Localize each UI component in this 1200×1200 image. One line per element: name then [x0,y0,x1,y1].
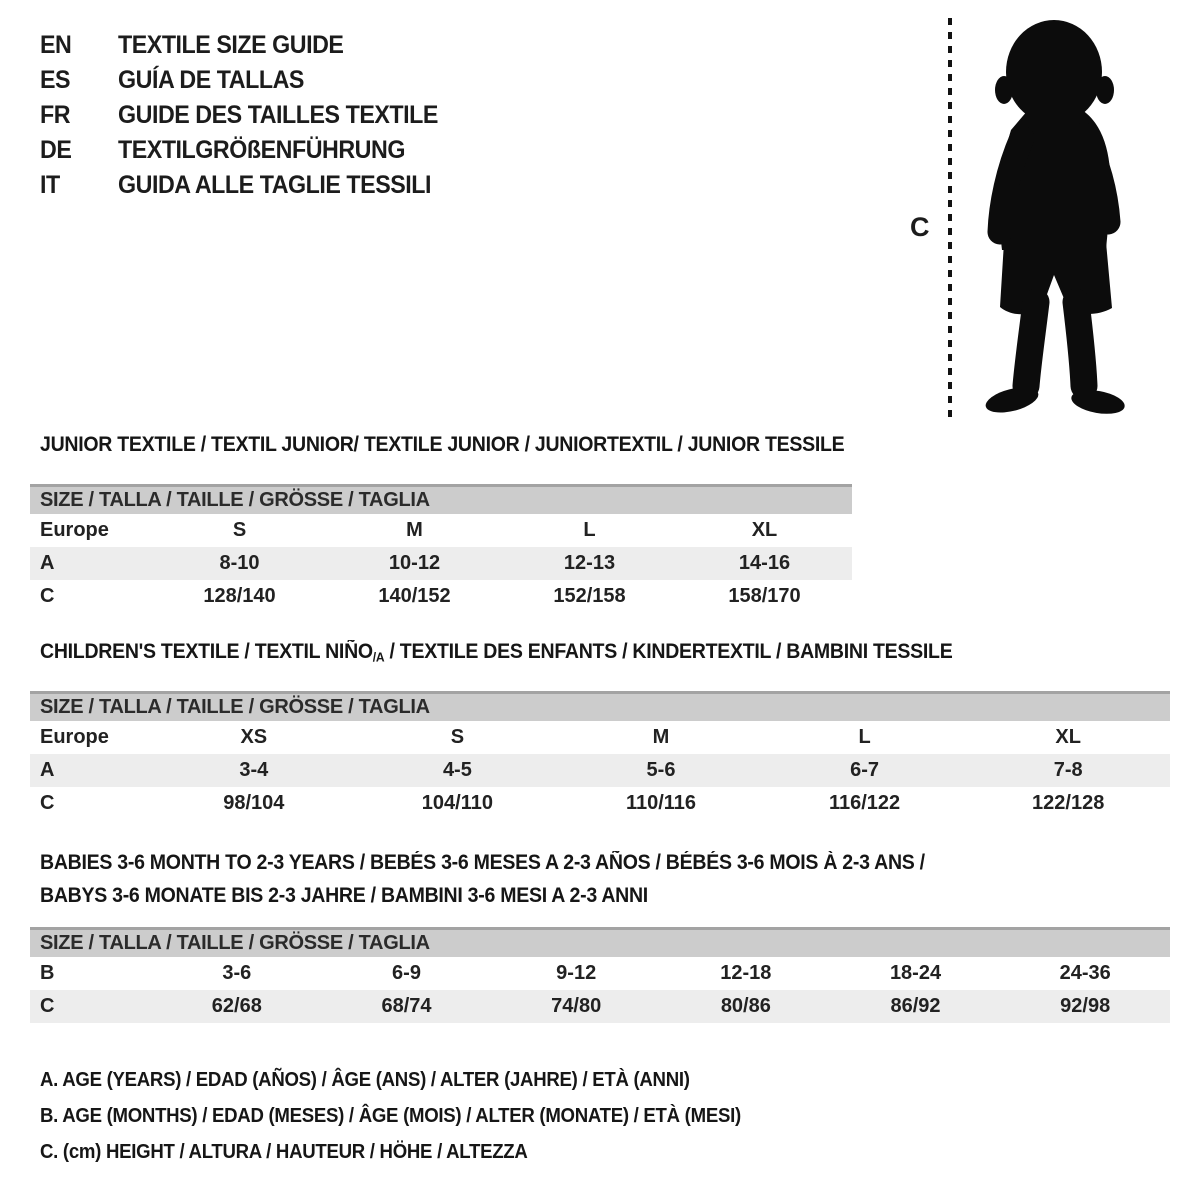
row-label: C [40,995,55,1017]
section-babies-textile [30,846,1170,1023]
table-row [30,990,1170,1023]
size-value-cell: 80/86 [720,995,771,1017]
size-value-cell: 104/110 [421,792,493,815]
table-header-junior: SIZE / TALLA / TAILLE / GRÖSSE / TAGLIA [30,484,852,514]
size-value-cell: 98/104 [223,792,285,815]
size-value-cell: 14-16 [738,552,791,574]
size-value-cell: 9-12 [556,962,597,984]
row-label: Europe [40,519,109,541]
size-value-cell: 92/98 [1060,995,1111,1017]
size-value-cell: 140/152 [378,585,451,607]
language-code: DE [40,136,72,164]
guide-title: GUIDA ALLE TAGLIE TESSILI [118,171,432,199]
guide-title: GUÍA DE TALLAS [118,66,304,94]
size-value-cell: 116/122 [828,792,901,815]
section-junior-textile [30,433,852,613]
heading-line-1: BABIES 3-6 MONTH TO 2-3 YEARS / BEBÉS 3-6 MESES A 2-3 AÑOS / BÉBÉS 3-6 MOIS À 2-3 ANS / [40,851,925,874]
size-value-cell: 12-18 [720,962,772,984]
size-value-cell: XS [240,726,268,749]
row-label: Europe [40,726,109,749]
table-header-children: SIZE / TALLA / TAILLE / GRÖSSE / TAGLIA [30,691,1170,721]
table-row [30,580,852,613]
size-value-cell: 158/170 [728,585,801,607]
size-value-cell: 3-4 [239,759,269,782]
table-row [30,721,1170,754]
size-value-cell: 110/116 [625,792,697,815]
guide-title: TEXTILGRÖßENFÜHRUNG [118,136,405,164]
table-header-babies: SIZE / TALLA / TAILLE / GRÖSSE / TAGLIA [30,927,1170,957]
language-title-list [40,28,462,203]
size-value-cell: 122/128 [1032,792,1105,815]
table-row [30,754,1170,787]
height-measure-dashed-line [948,18,952,418]
row-label: A [40,759,55,782]
table-row [30,547,852,580]
guide-title: GUIDE DES TAILLES TEXTILE [118,101,438,129]
table-row [30,514,852,547]
language-row [40,168,462,203]
size-value-cell: 5-6 [646,759,676,782]
size-value-cell: 68/74 [381,995,432,1017]
row-label: C [40,585,55,607]
heading-line-2: BABYS 3-6 MONATE BIS 2-3 JAHRE / BAMBINI 3-6 MESI A 2-3 ANNI [40,884,648,907]
size-value-cell: 4-5 [442,759,472,782]
size-value-cell: 7-8 [1053,759,1083,782]
legend-line-height: C. (cm) HEIGHT / ALTURA / HAUTEUR / HÖHE / ALTEZZA [40,1141,528,1163]
size-value-cell: 3-6 [222,962,252,984]
row-label: B [40,962,55,984]
language-code: FR [40,101,71,129]
size-value-cell: 18-24 [889,962,942,984]
heading-subscript: /A [372,649,385,665]
size-value-cell: XL [1055,726,1081,749]
size-value-cell: 128/140 [203,585,276,607]
size-value-cell: L [858,726,871,749]
size-value-cell: 62/68 [211,995,262,1017]
guide-title: TEXTILE SIZE GUIDE [118,31,344,59]
table-row [30,957,1170,990]
language-code: IT [40,171,60,199]
section-heading-babies [40,846,1091,912]
toddler-silhouette-image [956,10,1146,422]
size-value-cell: M [406,519,423,541]
table-row [30,787,1170,820]
section-childrens-textile [30,640,1170,820]
heading-text: / TEXTILE DES ENFANTS / KINDERTEXTIL / BAMBINI TESSILE [384,640,953,663]
size-table-babies [30,957,1170,1023]
size-value-cell: 74/80 [551,995,602,1017]
size-value-cell: S [450,726,465,749]
size-value-cell: 86/92 [890,995,941,1017]
legend-line-age-months: B. AGE (MONTHS) / EDAD (MESES) / ÂGE (MOIS) / ALTER (MONATE) / ETÀ (MESI) [40,1105,741,1127]
language-row [40,98,462,133]
size-value-cell: 12-13 [563,552,616,574]
size-value-cell: 10-12 [388,552,441,574]
language-row [40,28,462,63]
size-value-cell: S [232,519,247,541]
size-value-cell: 6-7 [850,759,880,782]
heading-text: CHILDREN'S TEXTILE / TEXTIL NIÑO [40,640,373,663]
language-row [40,133,462,168]
size-value-cell: L [583,519,596,541]
size-table-children [30,721,1170,820]
section-heading-junior: JUNIOR TEXTILE / TEXTIL JUNIOR/ TEXTILE JUNIOR / JUNIORTEXTIL / JUNIOR TESSILE [40,433,845,456]
size-value-cell: 24-36 [1059,962,1111,984]
section-heading-children [40,640,1091,664]
row-label: C [40,792,55,815]
legend-line-age-years: A. AGE (YEARS) / EDAD (AÑOS) / ÂGE (ANS) / ALTER (JAHRE) / ETÀ (ANNI) [40,1069,690,1091]
language-code: ES [40,66,71,94]
size-table-junior [30,514,852,613]
row-label: A [40,552,55,574]
language-row [40,63,462,98]
size-value-cell: 152/158 [553,585,626,607]
measurement-legend [40,1062,794,1170]
size-value-cell: 8-10 [219,552,260,574]
height-measure-label: C [910,212,930,242]
size-value-cell: 6-9 [392,962,421,984]
language-code: EN [40,31,72,59]
size-value-cell: M [652,726,670,749]
size-value-cell: XL [751,519,778,541]
